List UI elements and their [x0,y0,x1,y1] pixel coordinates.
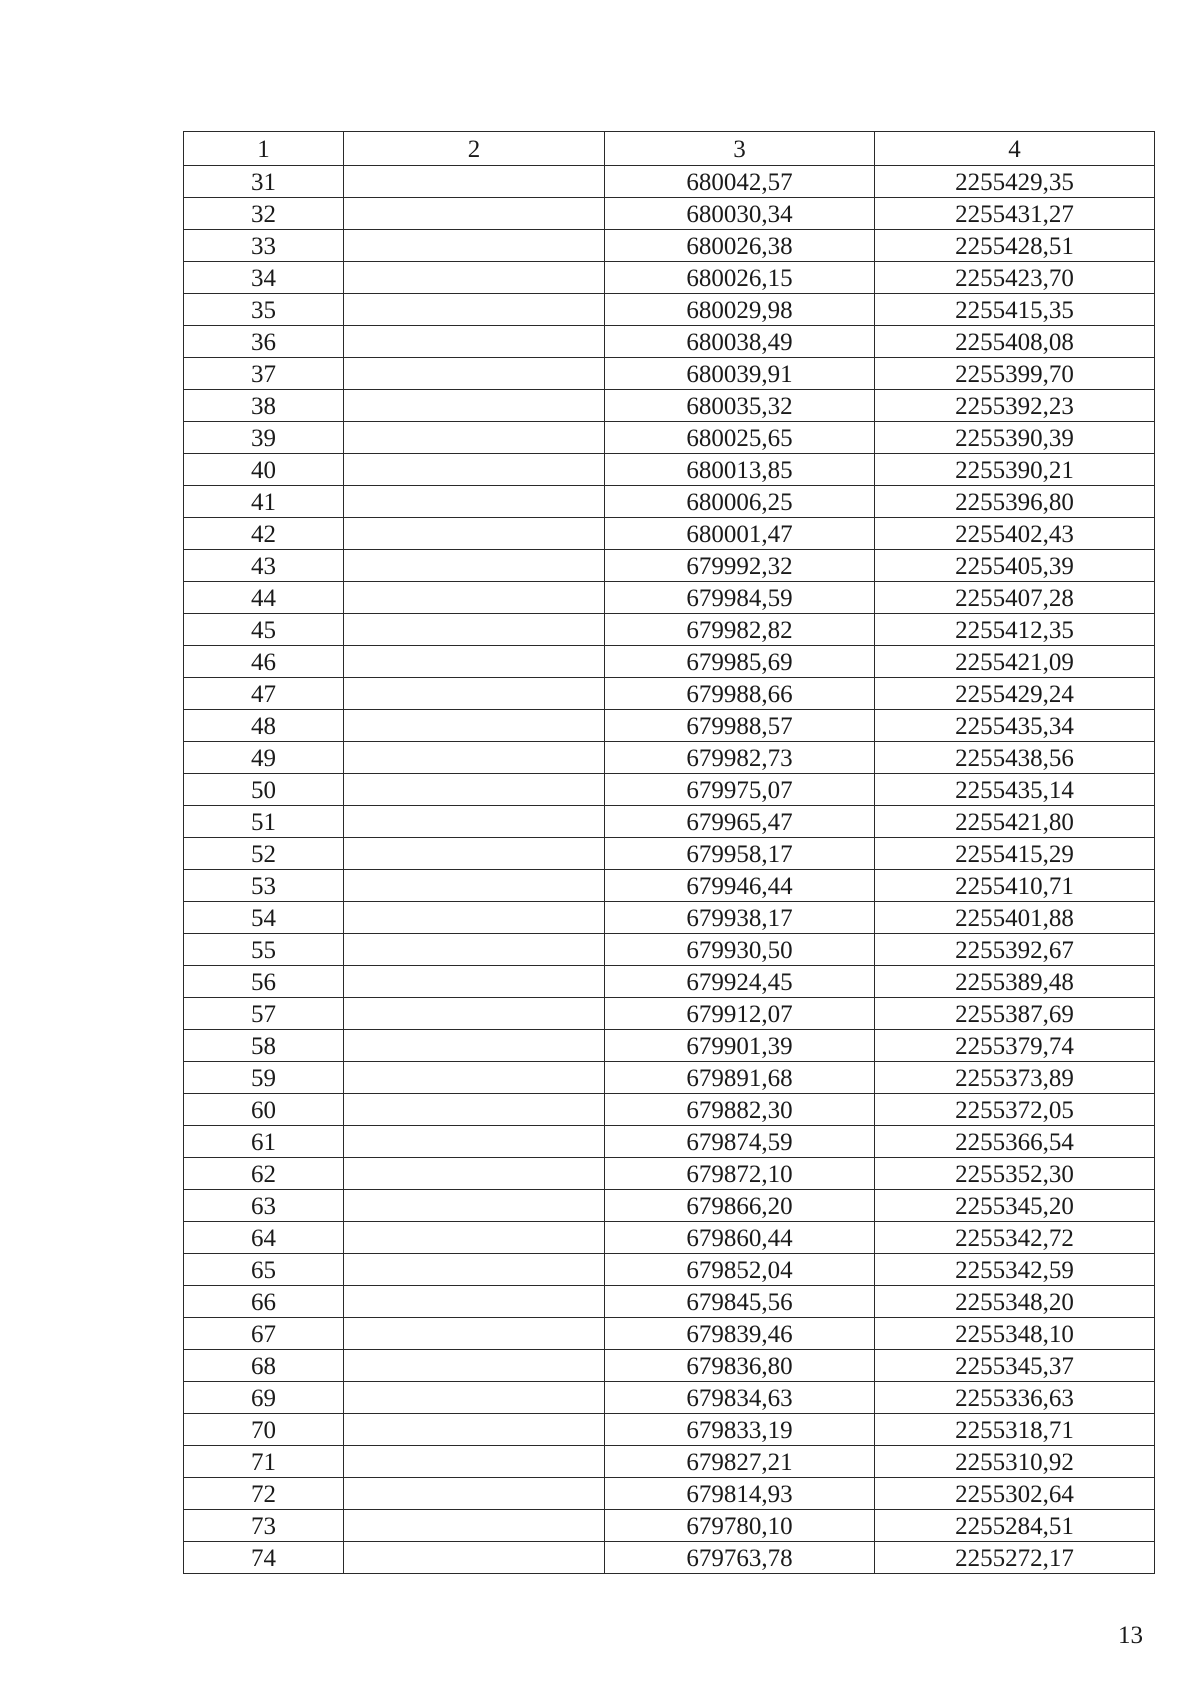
blank-cell [344,326,605,358]
blank-cell [344,1542,605,1574]
y-coordinate-cell: 2255366,54 [875,1126,1155,1158]
x-coordinate-cell: 680038,49 [605,326,875,358]
point-number-cell: 74 [184,1542,344,1574]
x-coordinate-cell: 680029,98 [605,294,875,326]
x-coordinate-cell: 679938,17 [605,902,875,934]
blank-cell [344,646,605,678]
blank-cell [344,230,605,262]
x-coordinate-cell: 680025,65 [605,422,875,454]
x-coordinate-cell: 679827,21 [605,1446,875,1478]
x-coordinate-cell: 679930,50 [605,934,875,966]
x-coordinate-cell: 679988,66 [605,678,875,710]
point-number-cell: 39 [184,422,344,454]
y-coordinate-cell: 2255348,20 [875,1286,1155,1318]
table-row [184,1542,1155,1574]
y-coordinate-cell: 2255438,56 [875,742,1155,774]
point-number-cell: 57 [184,998,344,1030]
blank-cell [344,934,605,966]
x-coordinate-cell: 679985,69 [605,646,875,678]
column-header-1: 1 [184,132,344,166]
blank-cell [344,614,605,646]
x-coordinate-cell: 679836,80 [605,1350,875,1382]
y-coordinate-cell: 2255415,29 [875,838,1155,870]
y-coordinate-cell: 2255421,80 [875,806,1155,838]
table-body [184,166,1155,1574]
y-coordinate-cell: 2255379,74 [875,1030,1155,1062]
x-coordinate-cell: 679946,44 [605,870,875,902]
point-number-cell: 47 [184,678,344,710]
x-coordinate-cell: 679982,73 [605,742,875,774]
x-coordinate-cell: 679833,19 [605,1414,875,1446]
point-number-cell: 44 [184,582,344,614]
blank-cell [344,262,605,294]
x-coordinate-cell: 680001,47 [605,518,875,550]
x-coordinate-cell: 679924,45 [605,966,875,998]
blank-cell [344,1350,605,1382]
blank-cell [344,902,605,934]
point-number-cell: 59 [184,1062,344,1094]
blank-cell [344,1286,605,1318]
coordinates-table [183,131,1155,1574]
y-coordinate-cell: 2255318,71 [875,1414,1155,1446]
y-coordinate-cell: 2255342,59 [875,1254,1155,1286]
table-row [184,902,1155,934]
point-number-cell: 53 [184,870,344,902]
x-coordinate-cell: 679872,10 [605,1158,875,1190]
table-row [184,1094,1155,1126]
x-coordinate-cell: 679834,63 [605,1382,875,1414]
point-number-cell: 34 [184,262,344,294]
header-row [184,132,1155,166]
y-coordinate-cell: 2255345,37 [875,1350,1155,1382]
x-coordinate-cell: 679992,32 [605,550,875,582]
x-coordinate-cell: 679852,04 [605,1254,875,1286]
blank-cell [344,1094,605,1126]
blank-cell [344,870,605,902]
y-coordinate-cell: 2255412,35 [875,614,1155,646]
y-coordinate-cell: 2255336,63 [875,1382,1155,1414]
blank-cell [344,550,605,582]
table-row [184,1510,1155,1542]
table-row [184,934,1155,966]
y-coordinate-cell: 2255415,35 [875,294,1155,326]
blank-cell [344,806,605,838]
x-coordinate-cell: 679988,57 [605,710,875,742]
point-number-cell: 70 [184,1414,344,1446]
blank-cell [344,454,605,486]
blank-cell [344,678,605,710]
table-row [184,710,1155,742]
table-row [184,326,1155,358]
point-number-cell: 38 [184,390,344,422]
table-row [184,998,1155,1030]
point-number-cell: 68 [184,1350,344,1382]
x-coordinate-cell: 679975,07 [605,774,875,806]
y-coordinate-cell: 2255310,92 [875,1446,1155,1478]
table-row [184,1414,1155,1446]
blank-cell [344,1190,605,1222]
point-number-cell: 31 [184,166,344,198]
blank-cell [344,774,605,806]
blank-cell [344,1414,605,1446]
y-coordinate-cell: 2255348,10 [875,1318,1155,1350]
y-coordinate-cell: 2255387,69 [875,998,1155,1030]
point-number-cell: 56 [184,966,344,998]
x-coordinate-cell: 679984,59 [605,582,875,614]
blank-cell [344,166,605,198]
blank-cell [344,1222,605,1254]
table-row [184,966,1155,998]
y-coordinate-cell: 2255272,17 [875,1542,1155,1574]
blank-cell [344,966,605,998]
x-coordinate-cell: 680006,25 [605,486,875,518]
x-coordinate-cell: 679912,07 [605,998,875,1030]
table-row [184,294,1155,326]
x-coordinate-cell: 680013,85 [605,454,875,486]
table-row [184,166,1155,198]
y-coordinate-cell: 2255392,67 [875,934,1155,966]
x-coordinate-cell: 679882,30 [605,1094,875,1126]
page-number: 13 [1118,1622,1143,1649]
table-row [184,1350,1155,1382]
table-row [184,198,1155,230]
x-coordinate-cell: 680039,91 [605,358,875,390]
blank-cell [344,742,605,774]
blank-cell [344,1158,605,1190]
y-coordinate-cell: 2255396,80 [875,486,1155,518]
blank-cell [344,1030,605,1062]
table-row [184,390,1155,422]
point-number-cell: 63 [184,1190,344,1222]
y-coordinate-cell: 2255429,35 [875,166,1155,198]
x-coordinate-cell: 679839,46 [605,1318,875,1350]
x-coordinate-cell: 679845,56 [605,1286,875,1318]
y-coordinate-cell: 2255399,70 [875,358,1155,390]
y-coordinate-cell: 2255423,70 [875,262,1155,294]
blank-cell [344,1446,605,1478]
y-coordinate-cell: 2255410,71 [875,870,1155,902]
table-row [184,838,1155,870]
table-row [184,742,1155,774]
point-number-cell: 66 [184,1286,344,1318]
y-coordinate-cell: 2255429,24 [875,678,1155,710]
point-number-cell: 52 [184,838,344,870]
y-coordinate-cell: 2255407,28 [875,582,1155,614]
y-coordinate-cell: 2255431,27 [875,198,1155,230]
point-number-cell: 69 [184,1382,344,1414]
x-coordinate-cell: 679763,78 [605,1542,875,1574]
table-row [184,358,1155,390]
y-coordinate-cell: 2255302,64 [875,1478,1155,1510]
point-number-cell: 60 [184,1094,344,1126]
table-row [184,550,1155,582]
point-number-cell: 37 [184,358,344,390]
x-coordinate-cell: 679982,82 [605,614,875,646]
point-number-cell: 35 [184,294,344,326]
table-row [184,646,1155,678]
table-row [184,774,1155,806]
x-coordinate-cell: 679891,68 [605,1062,875,1094]
y-coordinate-cell: 2255435,34 [875,710,1155,742]
x-coordinate-cell: 680026,38 [605,230,875,262]
point-number-cell: 62 [184,1158,344,1190]
blank-cell [344,838,605,870]
x-coordinate-cell: 680042,57 [605,166,875,198]
point-number-cell: 36 [184,326,344,358]
y-coordinate-cell: 2255428,51 [875,230,1155,262]
blank-cell [344,582,605,614]
table-row [184,230,1155,262]
blank-cell [344,390,605,422]
table-row [184,1318,1155,1350]
blank-cell [344,422,605,454]
blank-cell [344,486,605,518]
point-number-cell: 42 [184,518,344,550]
table-row [184,1190,1155,1222]
blank-cell [344,1478,605,1510]
x-coordinate-cell: 679860,44 [605,1222,875,1254]
x-coordinate-cell: 679866,20 [605,1190,875,1222]
table-row [184,1446,1155,1478]
x-coordinate-cell: 680026,15 [605,262,875,294]
x-coordinate-cell: 679814,93 [605,1478,875,1510]
table-row [184,1286,1155,1318]
x-coordinate-cell: 680030,34 [605,198,875,230]
blank-cell [344,358,605,390]
point-number-cell: 55 [184,934,344,966]
table-row [184,454,1155,486]
y-coordinate-cell: 2255373,89 [875,1062,1155,1094]
point-number-cell: 64 [184,1222,344,1254]
point-number-cell: 58 [184,1030,344,1062]
x-coordinate-cell: 679780,10 [605,1510,875,1542]
point-number-cell: 32 [184,198,344,230]
y-coordinate-cell: 2255352,30 [875,1158,1155,1190]
x-coordinate-cell: 679874,59 [605,1126,875,1158]
blank-cell [344,1254,605,1286]
table-row [184,1382,1155,1414]
table-row [184,1126,1155,1158]
y-coordinate-cell: 2255390,39 [875,422,1155,454]
blank-cell [344,1318,605,1350]
x-coordinate-cell: 679965,47 [605,806,875,838]
point-number-cell: 33 [184,230,344,262]
table-row [184,582,1155,614]
table-row [184,262,1155,294]
blank-cell [344,1510,605,1542]
blank-cell [344,518,605,550]
y-coordinate-cell: 2255401,88 [875,902,1155,934]
column-header-4: 4 [875,132,1155,166]
x-coordinate-cell: 680035,32 [605,390,875,422]
table-header [184,132,1155,166]
table-row [184,1222,1155,1254]
column-header-2: 2 [344,132,605,166]
y-coordinate-cell: 2255389,48 [875,966,1155,998]
point-number-cell: 72 [184,1478,344,1510]
table-row [184,1062,1155,1094]
x-coordinate-cell: 679958,17 [605,838,875,870]
point-number-cell: 61 [184,1126,344,1158]
blank-cell [344,198,605,230]
point-number-cell: 48 [184,710,344,742]
table-row [184,1030,1155,1062]
point-number-cell: 71 [184,1446,344,1478]
y-coordinate-cell: 2255342,72 [875,1222,1155,1254]
point-number-cell: 45 [184,614,344,646]
column-header-3: 3 [605,132,875,166]
point-number-cell: 67 [184,1318,344,1350]
point-number-cell: 40 [184,454,344,486]
point-number-cell: 65 [184,1254,344,1286]
blank-cell [344,294,605,326]
y-coordinate-cell: 2255421,09 [875,646,1155,678]
y-coordinate-cell: 2255405,39 [875,550,1155,582]
table-row [184,1254,1155,1286]
y-coordinate-cell: 2255345,20 [875,1190,1155,1222]
y-coordinate-cell: 2255284,51 [875,1510,1155,1542]
y-coordinate-cell: 2255372,05 [875,1094,1155,1126]
point-number-cell: 43 [184,550,344,582]
blank-cell [344,998,605,1030]
point-number-cell: 54 [184,902,344,934]
y-coordinate-cell: 2255435,14 [875,774,1155,806]
y-coordinate-cell: 2255390,21 [875,454,1155,486]
blank-cell [344,1062,605,1094]
table-row [184,422,1155,454]
point-number-cell: 50 [184,774,344,806]
table-row [184,1158,1155,1190]
point-number-cell: 49 [184,742,344,774]
table-row [184,1478,1155,1510]
blank-cell [344,1382,605,1414]
y-coordinate-cell: 2255402,43 [875,518,1155,550]
blank-cell [344,1126,605,1158]
y-coordinate-cell: 2255392,23 [875,390,1155,422]
point-number-cell: 41 [184,486,344,518]
blank-cell [344,710,605,742]
table-row [184,518,1155,550]
point-number-cell: 51 [184,806,344,838]
table-row [184,806,1155,838]
table-row [184,486,1155,518]
table-row [184,870,1155,902]
table-row [184,678,1155,710]
point-number-cell: 73 [184,1510,344,1542]
point-number-cell: 46 [184,646,344,678]
y-coordinate-cell: 2255408,08 [875,326,1155,358]
table-row [184,614,1155,646]
x-coordinate-cell: 679901,39 [605,1030,875,1062]
